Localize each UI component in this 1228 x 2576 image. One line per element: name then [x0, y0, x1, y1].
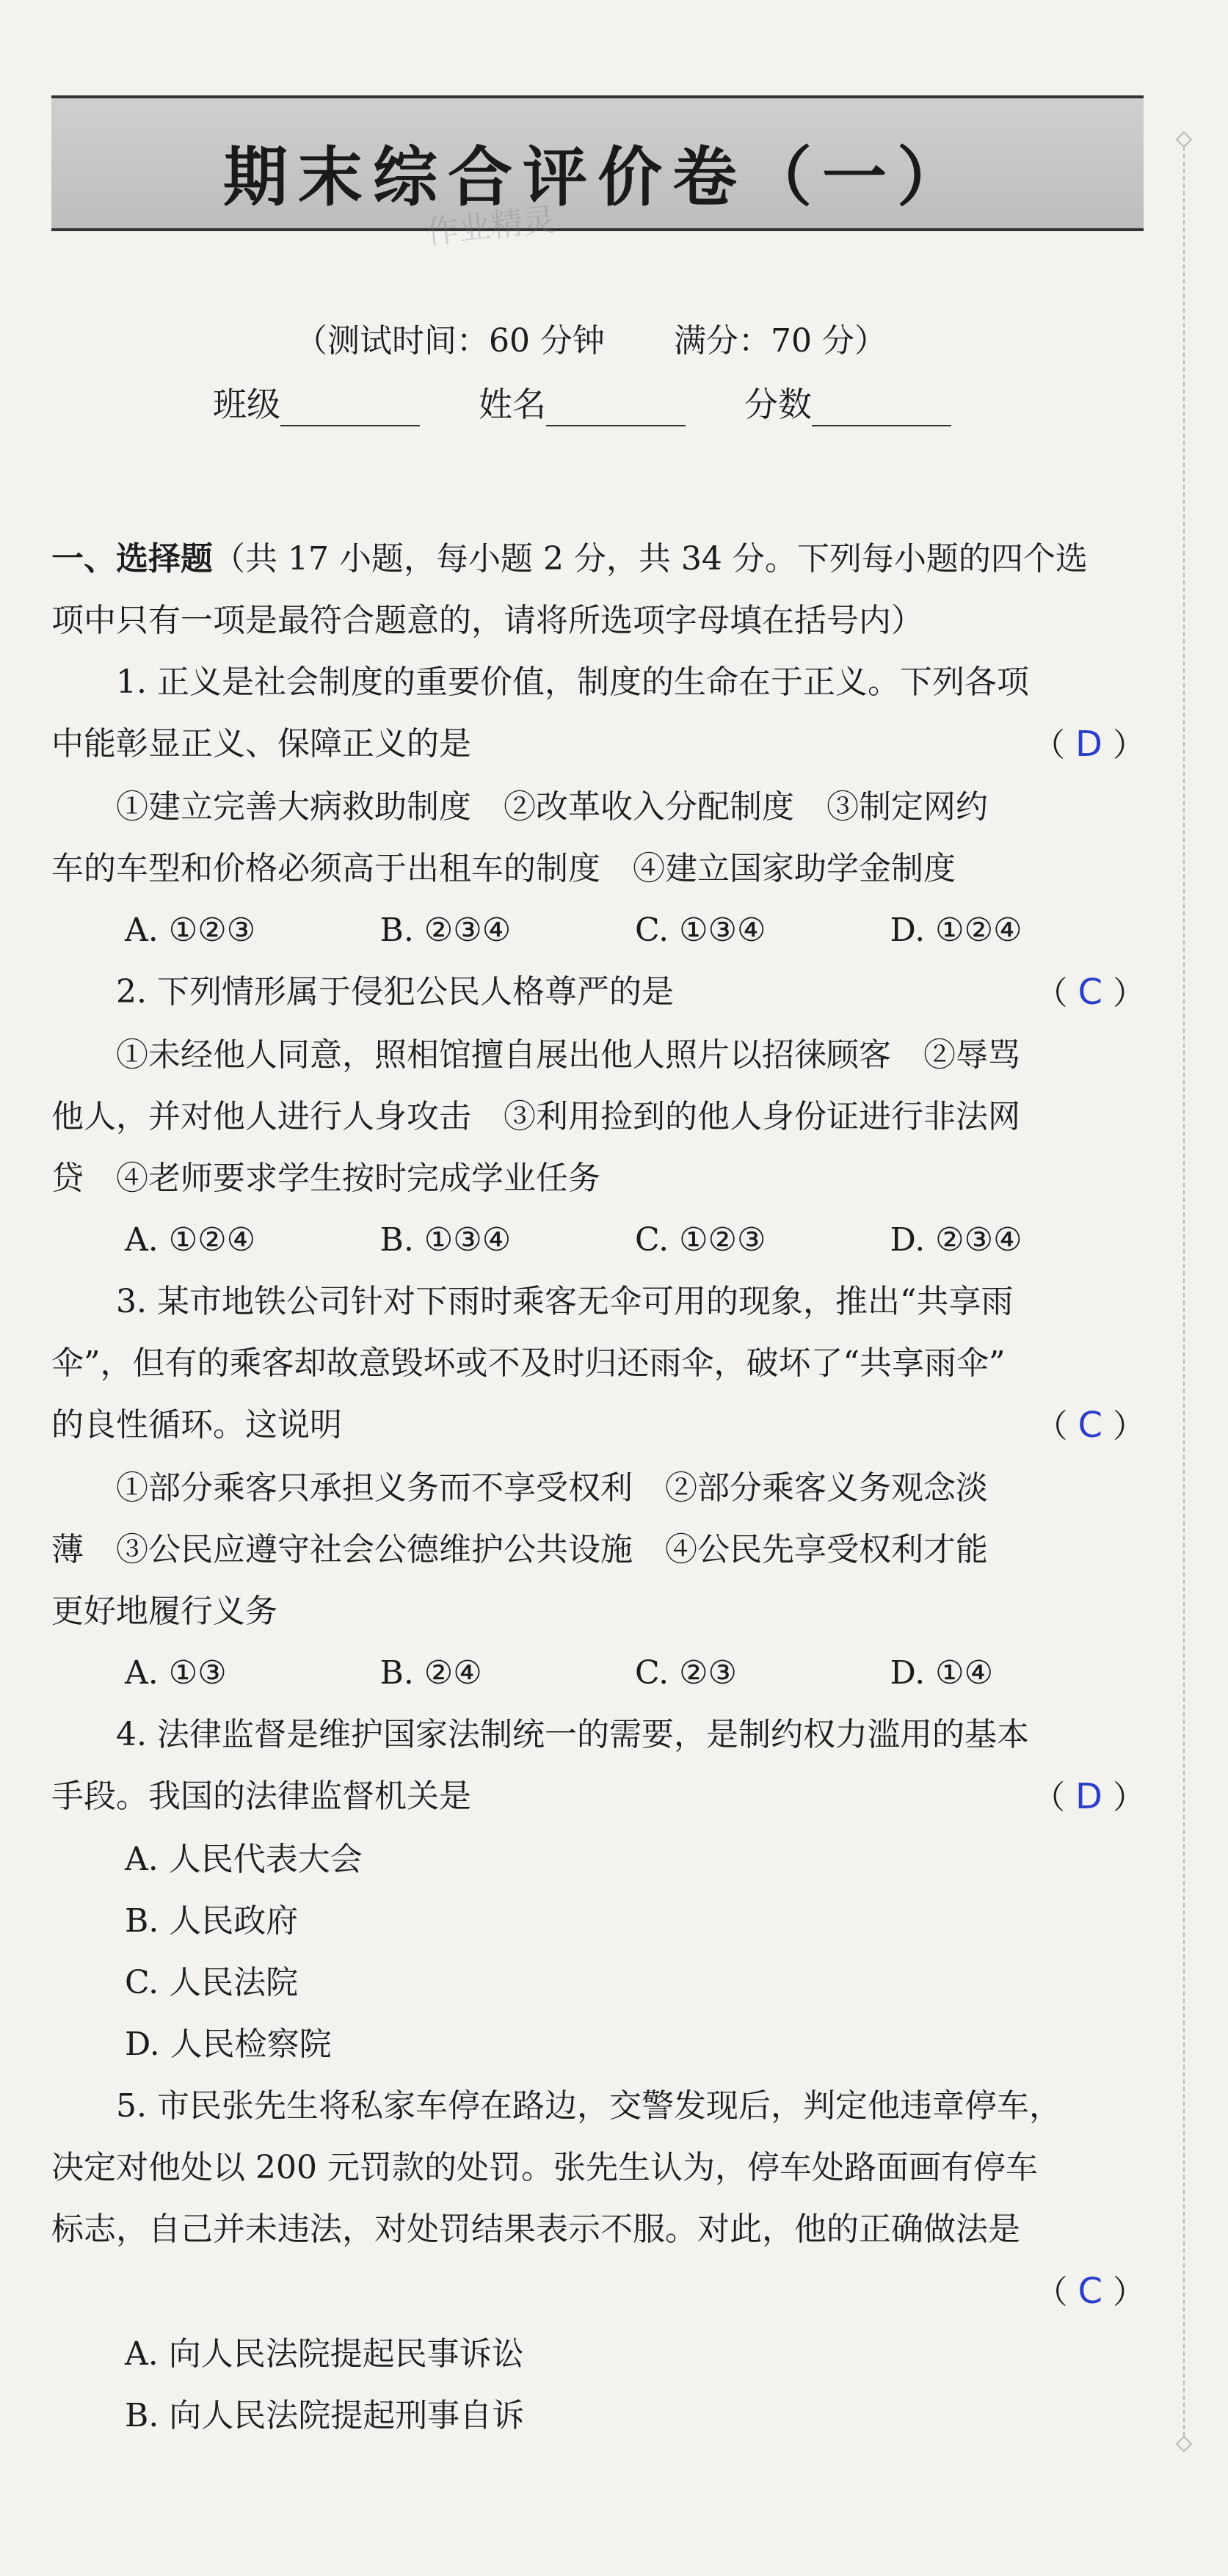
answer-letter: C: [1078, 2271, 1102, 2312]
name-blank[interactable]: [546, 396, 686, 426]
page-title: 期末综合评价卷（一）: [222, 139, 972, 215]
class-blank[interactable]: [280, 396, 420, 426]
question-text: 中能彰显正义、保障正义的是: [51, 725, 471, 763]
question-line: [51, 1766, 1145, 1829]
option-c[interactable]: C. 人民法院: [125, 1964, 299, 2001]
question-text: 决定对他处以 200 元罚款的处罚。张先生认为，停车处路面画有停车: [51, 2149, 1038, 2186]
section-desc: （共 17 小题，每小题 2 分，共 34 分。下列每小题的四个选: [213, 540, 1088, 578]
question-text: 伞”，但有的乘客却故意毁坏或不及时归还雨伞，破坏了“共享雨伞”: [51, 1345, 1006, 1382]
options-row: [51, 900, 1145, 961]
options-row: [51, 1209, 1145, 1271]
question-line: [51, 1394, 1145, 1458]
answer-letter: D: [1075, 1776, 1102, 1817]
option-a[interactable]: A. 向人民法院提起民事诉讼: [125, 2335, 524, 2373]
option-c[interactable]: C. ①②③: [635, 1221, 766, 1259]
score-field[interactable]: [744, 378, 951, 426]
question-text: 手段。我国的法律监督机关是: [51, 1778, 471, 1815]
statement-text: ①部分乘客只承担义务而不享受权利 ②部分乘客义务观念淡: [116, 1469, 988, 1507]
option-a[interactable]: A. ①②③: [125, 912, 256, 949]
question-line: [51, 961, 1145, 1025]
option-b[interactable]: B. ②③④: [379, 912, 512, 949]
question-content: [51, 528, 1145, 2447]
section-desc-line: 项中只有一项是最符合题意的，请将所选项字母填在括号内）: [51, 602, 923, 639]
statement-text: 贷 ④老师要求学生按时完成学业任务: [51, 1160, 600, 1197]
option-d[interactable]: D. ①④: [890, 1654, 994, 1692]
title-banner: [51, 95, 1144, 252]
option-d[interactable]: D. ①②④: [890, 912, 1022, 949]
answer-bracket[interactable]: （ C ）: [1035, 2271, 1145, 2312]
question-text: 5. 市民张先生将私家车停在路边，交警发现后，判定他违章停车，: [116, 2087, 1061, 2125]
answer-bracket[interactable]: （ D ）: [1033, 724, 1145, 765]
answer-line: [51, 2260, 1145, 2324]
section-title: 一、选择题: [51, 540, 213, 578]
statement-text: ①建立完善大病救助制度 ②改革收入分配制度 ③制定网约: [116, 788, 988, 826]
option-a[interactable]: A. ①③: [125, 1654, 227, 1692]
answer-bracket[interactable]: （ C ）: [1035, 1405, 1145, 1446]
statement-text: 车的车型和价格必须高于出租车的制度 ④建立国家助学金制度: [51, 850, 956, 887]
statement-text: ①未经他人同意，照相馆擅自展出他人照片以招徕顾客 ②辱骂: [116, 1036, 1020, 1074]
statement-text: 他人，并对他人进行人身攻击 ③利用捡到的他人身份证进行非法网: [51, 1098, 1020, 1135]
statement-text: 更好地履行义务: [51, 1593, 277, 1630]
name-label: 姓名: [479, 385, 546, 424]
answer-bracket[interactable]: （ C ）: [1035, 972, 1145, 1013]
test-time: （测试时间：60 分钟: [295, 322, 605, 360]
answer-letter: C: [1078, 1405, 1102, 1446]
option-b[interactable]: B. ②④: [379, 1654, 482, 1692]
question-text: 1. 正义是社会制度的重要价值，制度的生命在于正义。下列各项: [116, 663, 1029, 701]
score-label: 分数: [744, 385, 812, 424]
option-a[interactable]: A. 人民代表大会: [125, 1841, 363, 1878]
class-label: 班级: [213, 385, 280, 424]
student-fields: [213, 378, 951, 426]
exam-meta: [0, 314, 1182, 361]
option-b[interactable]: B. ①③④: [379, 1221, 512, 1259]
score-blank[interactable]: [812, 396, 951, 426]
answer-bracket[interactable]: （ D ）: [1033, 1776, 1145, 1817]
statement-text: 薄 ③公民应遵守社会公德维护公共设施 ④公民先享受权利才能: [51, 1531, 988, 1568]
question-text: 4. 法律监督是维护国家法制统一的需要，是制约权力滥用的基本: [116, 1716, 1029, 1753]
class-field[interactable]: [213, 378, 420, 426]
question-text: 3. 某市地铁公司针对下雨时乘客无伞可用的现象，推出“共享雨: [116, 1283, 1014, 1320]
option-b[interactable]: B. 人民政府: [125, 1902, 299, 1940]
name-field[interactable]: [479, 378, 686, 426]
option-c[interactable]: C. ①③④: [635, 912, 766, 949]
question-text: 的良性循环。这说明: [51, 1406, 342, 1444]
option-c[interactable]: C. ②③: [635, 1654, 737, 1692]
options-row: [51, 1642, 1145, 1704]
option-a[interactable]: A. ①②④: [125, 1221, 256, 1259]
answer-letter: C: [1078, 972, 1102, 1013]
option-d[interactable]: D. ②③④: [890, 1221, 1022, 1259]
option-b[interactable]: B. 向人民法院提起刑事自诉: [125, 2397, 525, 2434]
option-d[interactable]: D. 人民检察院: [125, 2026, 332, 2063]
question-text: 标志，自己并未违法，对处罚结果表示不服。对此，他的正确做法是: [51, 2211, 1020, 2248]
question-text: 2. 下列情形属于侵犯公民人格尊严的是: [116, 973, 674, 1011]
watermark: 作业精灵: [424, 200, 557, 252]
answer-letter: D: [1075, 724, 1102, 765]
binding-line: [1183, 139, 1198, 2444]
question-line: [51, 713, 1145, 776]
section-heading: [51, 528, 1145, 590]
full-score: 满分：70 分）: [674, 322, 887, 360]
